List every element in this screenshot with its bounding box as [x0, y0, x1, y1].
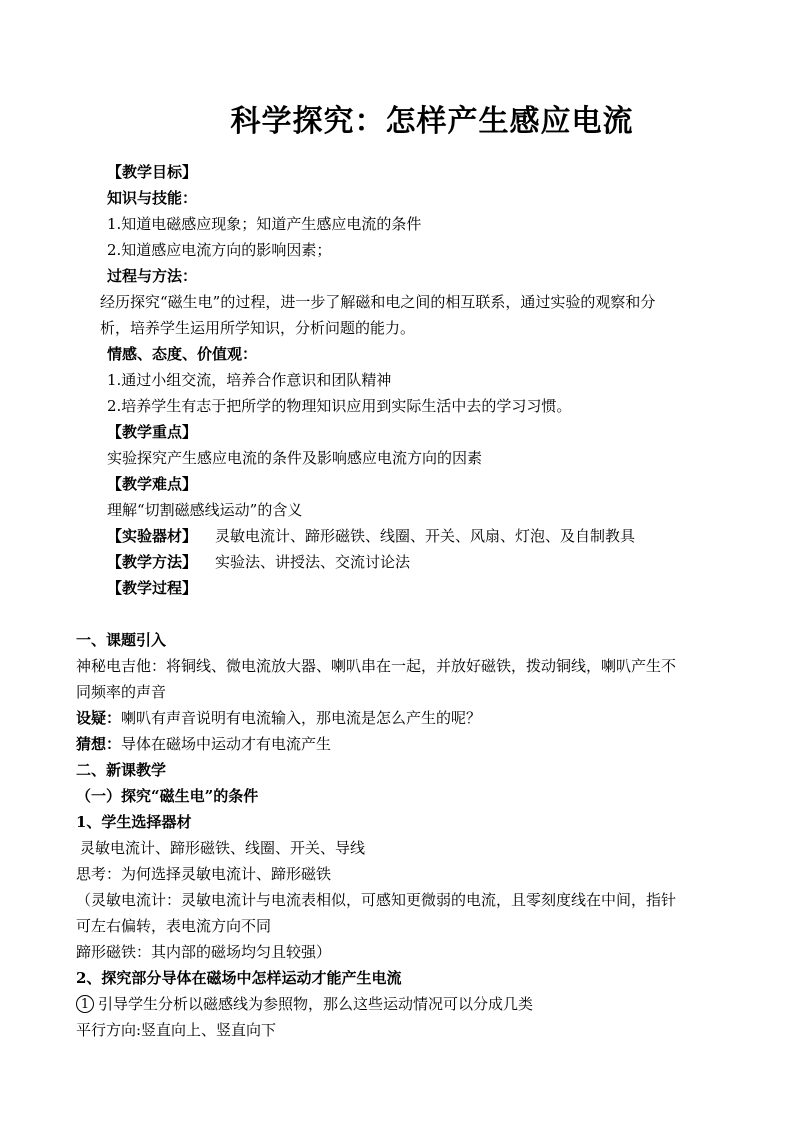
note-line-2: 可左右偏转，表电流方向不同	[76, 917, 272, 935]
key-point-heading: 【教学重点】	[107, 423, 198, 441]
question-label: 设疑：	[76, 709, 122, 727]
emotion-item-2: 2.培养学生有志于把所学的物理知识应用到实际生活中去的学习习惯。	[107, 397, 572, 415]
emotion-heading: 情感、态度、价值观：	[107, 345, 258, 363]
knowledge-heading: 知识与技能：	[107, 189, 198, 207]
method-heading: 【教学方法】	[107, 553, 198, 571]
intro-text-line-2: 同频率的声音	[76, 683, 167, 701]
think-text: 思考：为何选择灵敏电流计、蹄形磁铁	[76, 865, 332, 883]
guess-line	[76, 733, 331, 755]
intro-text-line-1: 神秘电吉他：将铜线、微电流放大器、喇叭串在一起，并放好磁铁，拨动铜线，喇叭产生不	[76, 657, 677, 675]
page-title: 科学探究：怎样产生感应电流	[230, 104, 634, 139]
difficult-point-heading: 【教学难点】	[107, 475, 198, 493]
process-heading: 过程与方法：	[107, 267, 198, 285]
knowledge-item-1: 1.知道电磁感应现象；知道产生感应电流的条件	[107, 215, 422, 233]
method-text: 实验法、讲授法、交流讨论法	[215, 553, 411, 571]
step-2-item-1-line	[76, 993, 533, 1015]
knowledge-item-2: 2.知道感应电流方向的影响因素；	[107, 241, 332, 259]
note-line-1: （灵敏电流计：灵敏电流计与电流表相似，可感知更微弱的电流，且零刻度线在中间，指针	[76, 891, 677, 909]
circled-number-one: 1	[76, 995, 94, 1013]
emotion-item-1: 1.通过小组交流，培养合作意识和团队精神	[107, 371, 392, 389]
new-lesson-heading: 二、新课教学	[76, 761, 167, 779]
process-text-line-1: 经历探究“磁生电”的过程，进一步了解磁和电之间的相互联系，通过实验的观察和分	[100, 293, 656, 311]
question-line	[76, 707, 481, 729]
step-2-item-1: 引导学生分析以磁感线为参照物，那么这些运动情况可以分成几类	[98, 995, 534, 1013]
goal-heading: 【教学目标】	[107, 163, 198, 181]
intro-heading: 一、课题引入	[76, 631, 167, 649]
difficult-point-text: 理解“切割磁感线运动”的含义	[107, 501, 303, 519]
method-line	[107, 551, 410, 573]
note-line-3: 蹄形磁铁：其内部的磁场均匀且较强）	[76, 943, 332, 961]
step-1-items: 灵敏电流计、蹄形磁铁、线圈、开关、导线	[80, 839, 366, 857]
question-text: 喇叭有声音说明有电流输入，那电流是怎么产生的呢？	[121, 709, 482, 727]
guess-text: 导体在磁场中运动才有电流产生	[121, 735, 332, 753]
parallel-direction-text: 平行方向:竖直向上、竖直向下	[76, 1021, 277, 1039]
equipment-text: 灵敏电流计、蹄形磁铁、线圈、开关、风扇、灯泡、及自制教具	[215, 527, 636, 545]
subsection-1-heading: （一）探究“磁生电”的条件	[76, 787, 259, 805]
step-2-heading: 2、探究部分导体在磁场中怎样运动才能产生电流	[76, 969, 402, 987]
guess-label: 猜想：	[76, 735, 122, 753]
step-1-heading: 1、学生选择器材	[76, 813, 192, 831]
process-text-line-2: 析，培养学生运用所学知识，分析问题的能力。	[100, 319, 416, 337]
equipment-line	[107, 525, 635, 547]
procedure-heading: 【教学过程】	[107, 579, 198, 597]
equipment-heading: 【实验器材】	[107, 527, 198, 545]
key-point-text: 实验探究产生感应电流的条件及影响感应电流方向的因素	[107, 449, 483, 467]
